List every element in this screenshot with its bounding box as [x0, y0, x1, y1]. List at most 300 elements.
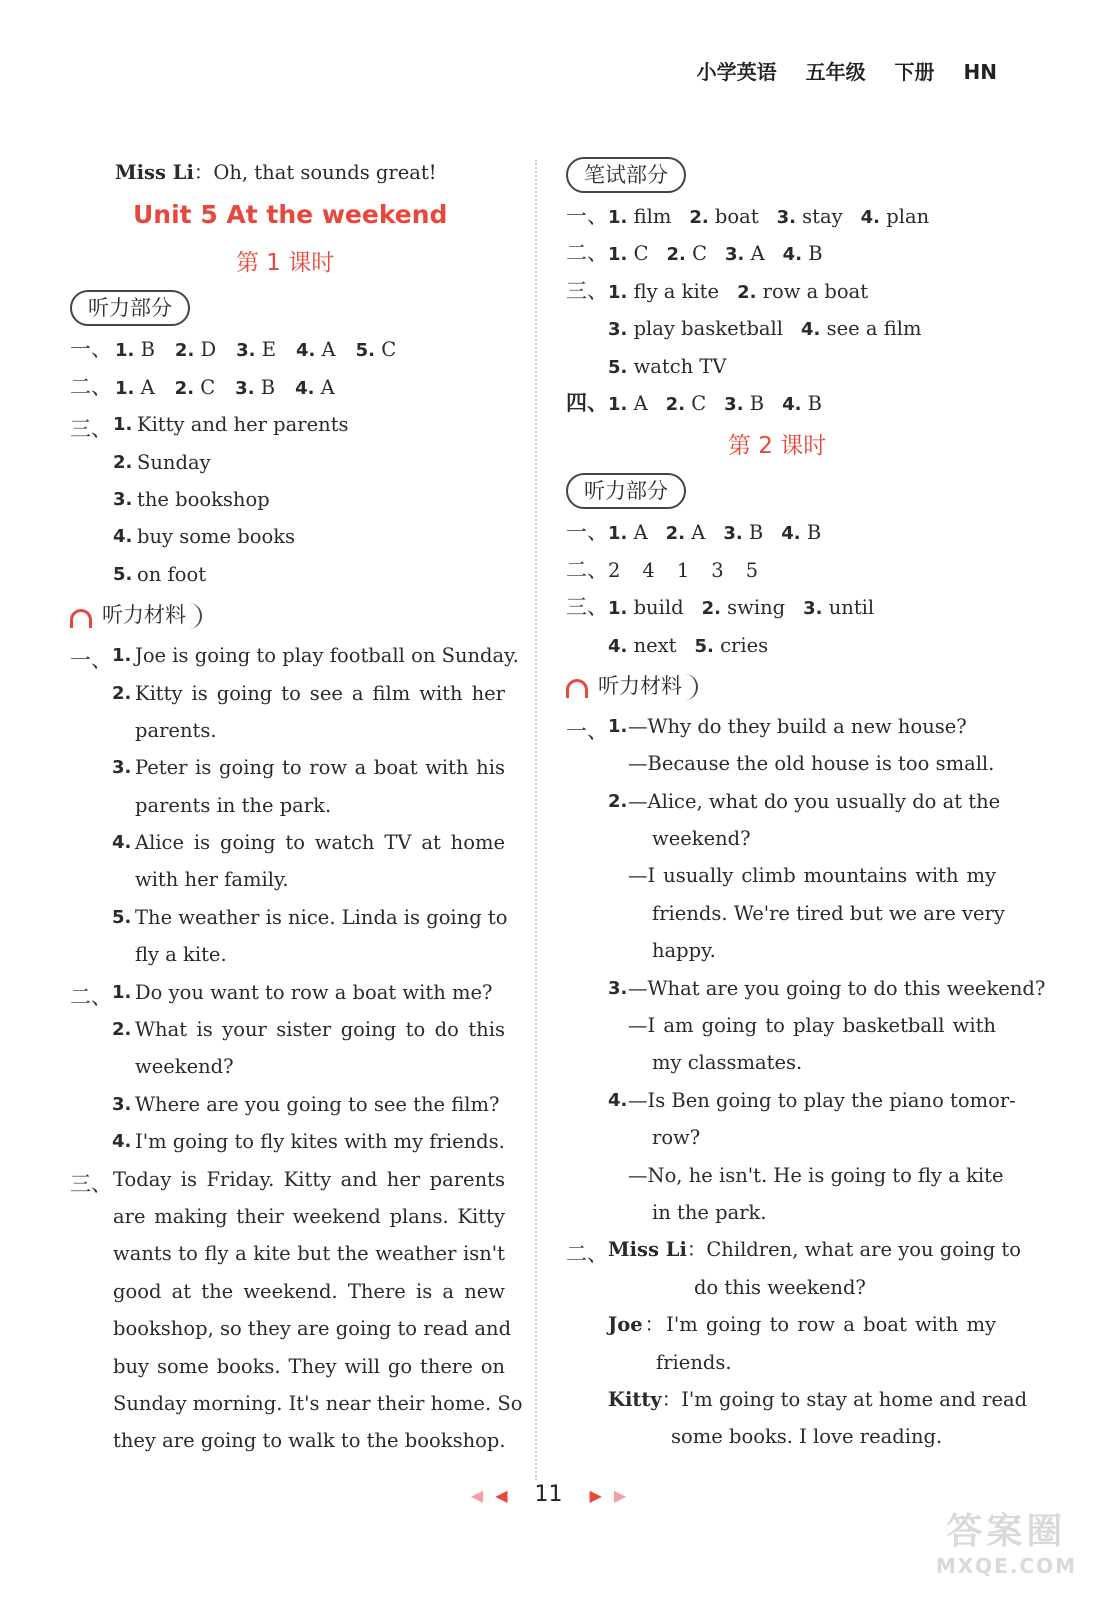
material-list: [70, 637, 519, 974]
item-text: A: [633, 521, 648, 545]
item-text: —Alice, what do you usually do at the: [628, 789, 1001, 813]
section-pill: 听力部分: [70, 290, 190, 326]
item-number: 4.: [860, 207, 881, 228]
list-line: [70, 824, 505, 861]
item-text: I'm going to fly kites with my friends.: [135, 1130, 505, 1154]
dialogue-line: [566, 1418, 996, 1455]
item-number: 1.: [112, 981, 132, 1003]
intro-text: ：Oh, that sounds great!: [193, 161, 437, 184]
item-text: A: [320, 375, 335, 399]
list-line: [70, 1086, 505, 1123]
line-text: bookshop, so they are going to read and: [113, 1317, 512, 1341]
material-section-2: [70, 974, 505, 1161]
item-text: The weather is nice. Linda is going to: [135, 905, 508, 929]
dialogue-line: [566, 857, 996, 894]
dialogue-line: [566, 1157, 1004, 1194]
listening-section-2: [566, 552, 996, 589]
item-text: A: [750, 242, 765, 266]
dialogue-line: [566, 783, 1001, 820]
answer-item: [295, 369, 335, 407]
paragraph-line: [113, 1385, 523, 1422]
answer-item: [667, 235, 708, 273]
speech-text: friends.: [656, 1350, 732, 1374]
item-number: 1.: [608, 207, 628, 228]
paragraph-line: [113, 1310, 512, 1347]
speech-text: ：Children, what are you going to: [686, 1238, 1021, 1262]
answer-item: [608, 235, 649, 273]
item-number: 1.: [115, 340, 135, 362]
item-number: 5.: [694, 635, 714, 657]
item-text: build: [633, 596, 684, 620]
answers-section-2: [70, 369, 505, 406]
dialogue-line: [566, 820, 996, 857]
item-text: weekend?: [135, 1055, 234, 1079]
item-text: watch TV: [633, 354, 727, 378]
listening-material-heading: [566, 664, 996, 708]
speaker-name: Miss Li: [608, 1238, 687, 1262]
heading-bracket: [684, 674, 698, 700]
item-number: 2.: [112, 1019, 132, 1041]
dialogue-line: [566, 1119, 996, 1156]
dialogue-line: [566, 1194, 996, 1231]
dialogue-line: [566, 1269, 996, 1306]
list-line: [70, 637, 519, 674]
list-line: [115, 518, 505, 555]
page-number: 11: [534, 1482, 563, 1507]
item-text: fly a kite: [633, 279, 720, 303]
item-text: boat: [714, 205, 759, 228]
answer-row: [566, 235, 996, 273]
item-text: B: [140, 338, 155, 362]
section-marker: 二、: [70, 984, 112, 1009]
written-section-3-cont: [566, 310, 996, 347]
item-number: 2.: [701, 598, 721, 620]
item-text: with her family.: [135, 868, 289, 892]
answer-item: [724, 385, 764, 423]
answer-row: [566, 273, 996, 311]
list-line: [70, 1048, 505, 1085]
section-marker: 二、: [566, 1242, 608, 1267]
answer-item: [608, 514, 648, 552]
section-marker: 一、: [566, 718, 608, 743]
answer-item: [689, 198, 758, 236]
speech-text: ：I'm going to row a boat with my: [642, 1313, 996, 1337]
item-text: —Is Ben going to play the piano tomor-: [628, 1088, 1016, 1112]
dialogue-line: [566, 970, 1046, 1007]
speaker-name: Kitty: [608, 1387, 662, 1411]
item-number: 1.: [608, 393, 628, 415]
speech-text: some books. I love reading.: [671, 1425, 943, 1449]
answer-row: [566, 348, 996, 386]
lesson-title: 第 2 课时: [728, 433, 827, 460]
item-number: 3.: [236, 340, 256, 362]
answer-item: [781, 514, 821, 552]
answer-row: [566, 385, 996, 423]
answer-item: [235, 369, 275, 407]
material-title: 听力材料: [598, 673, 682, 698]
page-header: [675, 56, 997, 85]
item-number: 1.: [113, 414, 133, 436]
dialogue-line: [566, 1007, 996, 1044]
item-number: 1.: [608, 598, 628, 620]
list-line: [70, 1123, 505, 1160]
answer-item: [666, 514, 706, 552]
list-line: [115, 406, 505, 443]
item-text: C: [691, 391, 707, 415]
answer-item: [608, 198, 671, 236]
intro-line: [70, 154, 505, 191]
item-text: Joe is going to play football on Sunday.: [135, 644, 519, 668]
item-number: 4.: [608, 635, 628, 657]
item-number: 2.: [174, 377, 195, 399]
item-text: next: [633, 633, 677, 657]
header-grade: 五年级: [805, 60, 866, 84]
answer-item: [356, 331, 397, 369]
item-text: play basketball: [633, 317, 784, 341]
section-marker: 二、: [566, 241, 608, 266]
item-number: 3.: [608, 977, 628, 999]
item-number: 4.: [782, 244, 803, 266]
item-text: —I usually climb mountains with my: [628, 864, 996, 888]
item-number: 2.: [665, 523, 686, 545]
list-line: [70, 974, 505, 1011]
paragraph-line: [113, 1198, 505, 1235]
answer-row: [566, 514, 996, 552]
item-text: —What are you going to do this weekend?: [628, 976, 1046, 1000]
item-text: row a boat: [762, 279, 869, 303]
material-paragraph: [70, 1161, 523, 1460]
item-number: 3.: [608, 319, 628, 341]
line-text: are making their weekend plans. Kitty: [113, 1204, 505, 1228]
item-text: Kitty and her parents: [137, 413, 349, 437]
item-text: fly a kite.: [135, 943, 227, 967]
item-text: Peter is going to row a boat with his: [135, 756, 505, 780]
list-line: [70, 861, 505, 898]
item-text: cries: [720, 633, 769, 657]
section-marker: 三、: [566, 278, 608, 303]
watermark-logo: [936, 1503, 1077, 1578]
item-text: buy some books: [137, 525, 296, 549]
list-line: [115, 556, 505, 593]
section-marker: 一、: [70, 648, 112, 673]
item-number: 3.: [724, 393, 744, 415]
item-text: Kitty is going to see a film with her: [135, 681, 505, 705]
item-number: 4.: [295, 340, 316, 362]
item-text: stay: [802, 205, 843, 228]
item-number: 3.: [112, 1093, 132, 1115]
dialogue-line: [566, 1381, 1028, 1418]
item-number: 1.: [608, 281, 628, 303]
answer-item: [608, 589, 684, 627]
list-line: [115, 444, 505, 481]
dialogue-line: [566, 745, 996, 782]
item-text: in the park.: [652, 1200, 767, 1224]
item-number: 2.: [666, 244, 686, 266]
item-number: 3.: [235, 377, 255, 399]
material-section-2: [566, 1231, 1028, 1455]
item-number: 3.: [723, 523, 743, 545]
item-text: Sunday: [137, 450, 211, 474]
list-line: [115, 481, 505, 518]
item-text: A: [321, 338, 336, 362]
item-number: 1.: [608, 523, 628, 545]
speaker-name: Miss Li: [115, 161, 194, 184]
answer-item: [608, 348, 727, 386]
item-text: E: [261, 338, 276, 362]
prev-arrow-icon: ◀: [470, 1485, 484, 1505]
list-line: [70, 1011, 505, 1048]
item-number: 1.: [112, 645, 132, 667]
written-part-heading: [566, 154, 996, 198]
item-text: A: [140, 375, 155, 399]
item-text: What is your sister going to do this: [135, 1018, 505, 1042]
item-number: 4.: [801, 319, 821, 341]
listening-section-3-cont: [566, 627, 996, 664]
dialogue-line: [566, 895, 1005, 932]
list-line: [70, 675, 505, 712]
answer-item: [608, 385, 648, 423]
item-text: B: [807, 391, 823, 415]
answer-row: [566, 589, 996, 627]
answer-row: [566, 198, 996, 236]
item-number: 1.: [608, 715, 628, 737]
answer-item: [702, 589, 786, 627]
item-text: C: [200, 375, 216, 399]
section-marker: 四、: [566, 390, 608, 415]
header-subject: 小学英语: [696, 60, 777, 84]
answer-item: [608, 310, 783, 348]
section-pill: 听力部分: [566, 473, 686, 509]
item-number: 4.: [782, 393, 802, 415]
answer-item: [608, 627, 677, 665]
item-number: 4.: [113, 526, 133, 548]
item-text: swing: [727, 596, 786, 620]
material-section-1: [566, 708, 1046, 1231]
item-number: 4.: [112, 832, 132, 854]
next-arrow-icon: ▶: [613, 1485, 627, 1505]
answer-item: [115, 331, 155, 369]
paragraph-line: [113, 1161, 505, 1198]
speech-text: ：I'm going to stay at home and read: [661, 1387, 1028, 1411]
answer-row: [566, 552, 996, 589]
prev-arrow-icon: ◀: [495, 1485, 508, 1505]
left-column: [70, 154, 523, 1460]
listening-section-1: [566, 514, 996, 551]
item-text: C: [381, 338, 397, 362]
item-number: 2.: [665, 393, 686, 415]
answer-item: [175, 369, 216, 407]
item-text: —Why do they build a new house?: [628, 714, 967, 738]
item-text: B: [260, 375, 276, 399]
answer-item: [723, 514, 763, 552]
answer-list: [70, 406, 505, 593]
answers-section-3: [70, 406, 505, 593]
section-marker: 二、: [70, 374, 112, 399]
item-text: parents.: [135, 718, 217, 742]
written-section-2: [566, 235, 996, 272]
answer-item: [861, 198, 929, 236]
item-number: 1.: [115, 377, 135, 399]
section-marker: 一、: [566, 204, 608, 228]
item-text: Where are you going to see the film?: [135, 1092, 500, 1116]
item-number: 5.: [112, 906, 132, 928]
answer-item: [695, 627, 769, 665]
item-text: B: [806, 521, 822, 545]
paragraph-line: [113, 1348, 505, 1385]
answer-item: [666, 385, 707, 423]
section-marker: 一、: [566, 520, 608, 545]
item-text: —Because the old house is too small.: [628, 752, 995, 776]
list-line: [70, 899, 508, 936]
written-section-3: [566, 273, 996, 310]
answer-item: [115, 369, 155, 407]
listening-part-heading: [566, 470, 996, 514]
item-number: 4.: [781, 523, 801, 545]
item-number: 1.: [608, 244, 628, 266]
item-number: 2.: [112, 682, 132, 704]
item-number: 5.: [608, 356, 628, 378]
list-line: [70, 712, 505, 749]
material-section-3: [70, 1161, 523, 1460]
item-text: C: [692, 242, 707, 266]
headphones-icon: [566, 679, 588, 698]
item-text: happy.: [652, 939, 716, 963]
answer-row: [566, 627, 996, 665]
item-text: plan: [886, 205, 930, 228]
dialogue-line: [566, 1306, 996, 1343]
section-marker: 一、: [70, 337, 112, 362]
section-marker: 二、: [566, 557, 608, 582]
item-number: 2.: [608, 790, 628, 812]
item-number: 2.: [737, 281, 757, 303]
line-text: good at the weekend. There is a new: [113, 1279, 505, 1303]
item-text: the bookshop: [137, 487, 270, 511]
paragraph-line: [113, 1422, 505, 1459]
listening-part-heading: [70, 287, 505, 331]
item-text: parents in the park.: [135, 793, 332, 817]
header-volume: 下册: [894, 60, 935, 84]
dialogue-line: [566, 1044, 996, 1081]
item-number: 3.: [112, 757, 132, 779]
order-item: 3: [711, 558, 724, 582]
item-text: Alice is going to watch TV at home: [135, 831, 505, 855]
written-section-4: [566, 385, 996, 422]
item-text: B: [749, 391, 765, 415]
watermark-url: MXQE.COM: [935, 1554, 1077, 1578]
lesson-title: 第 1 课时: [236, 250, 335, 277]
paragraph-line: [113, 1273, 505, 1310]
answer-item: [725, 235, 765, 273]
item-text: weekend?: [652, 827, 751, 851]
list-line: [70, 787, 505, 824]
line-text: wants to fly a kite but the weather isn't: [113, 1242, 505, 1266]
header-edition: HN: [963, 60, 997, 84]
answer-item: [803, 589, 874, 627]
item-text: D: [200, 338, 217, 362]
item-text: film: [633, 205, 672, 228]
item-number: 2.: [113, 451, 133, 473]
line-text: Sunday morning. It's near their home. So: [113, 1391, 523, 1415]
answer-item: [608, 273, 719, 311]
unit-title: Unit 5 At the weekend: [133, 200, 448, 230]
item-text: row?: [652, 1126, 701, 1150]
item-text: Do you want to row a boat with me?: [135, 980, 493, 1004]
speaker-name: Joe: [608, 1313, 643, 1337]
answer-item: [783, 235, 823, 273]
answer-item: [801, 310, 921, 348]
material-title: 听力材料: [102, 603, 186, 628]
order-item: 1: [676, 558, 690, 582]
answer-item: [737, 273, 868, 311]
material-section-1: [70, 637, 519, 974]
item-text: —No, he isn't. He is going to fly a kite: [628, 1163, 1004, 1187]
item-text: A: [691, 521, 706, 545]
dialogue-line: [566, 708, 996, 745]
answer-item: [175, 331, 216, 369]
order-item: 4: [642, 558, 655, 582]
answer-row: [566, 310, 996, 348]
item-text: my classmates.: [652, 1051, 803, 1075]
item-number: 3.: [776, 207, 796, 228]
item-text: —I am going to play basketball with: [628, 1014, 996, 1038]
headphones-icon: [70, 609, 92, 628]
item-text: A: [633, 391, 648, 415]
item-number: 3.: [725, 244, 745, 266]
section-pill: 笔试部分: [566, 157, 686, 193]
dialogue-line: [566, 932, 996, 969]
answer-row: [70, 331, 505, 369]
item-number: 5.: [355, 340, 376, 362]
section-marker: 三、: [566, 595, 608, 620]
column-divider: [535, 160, 537, 1480]
item-number: 4.: [608, 1089, 628, 1111]
item-number: 5.: [113, 563, 133, 585]
item-number: 4.: [295, 377, 315, 399]
item-text: B: [748, 521, 764, 545]
page-footer: [0, 1482, 1097, 1507]
order-item: 2: [608, 558, 621, 582]
item-text: see a film: [826, 317, 922, 341]
item-number: 2.: [174, 340, 195, 362]
next-arrow-icon: ▶: [589, 1485, 602, 1505]
order-item: 5: [745, 558, 759, 582]
item-text: B: [808, 242, 823, 266]
item-number: 3.: [803, 598, 823, 620]
answers-section-1: [70, 331, 505, 368]
item-number: 4.: [112, 1131, 132, 1153]
dialogue-line: [566, 1344, 996, 1381]
line-text: they are going to walk to the bookshop.: [113, 1429, 506, 1453]
item-text: on foot: [137, 562, 207, 586]
item-number: 2.: [689, 207, 709, 228]
dialogue-line: [566, 1231, 1021, 1268]
written-section-3-cont: [566, 348, 996, 385]
speech-text: do this weekend?: [694, 1275, 866, 1299]
dialogue-list: [566, 1231, 1028, 1455]
watermark-text: 答案圈: [946, 1511, 1067, 1552]
item-text: friends. We're tired but we are very: [652, 901, 1005, 925]
heading-bracket: [188, 603, 202, 629]
section-marker: 三、: [70, 1171, 112, 1196]
line-text: Today is Friday. Kitty and her parents: [113, 1167, 505, 1191]
item-text: C: [633, 242, 649, 266]
list-line: [70, 936, 505, 973]
paragraph-line: [113, 1235, 505, 1272]
answer-item: [296, 331, 336, 369]
material-list: [70, 974, 505, 1161]
dialogue-list: [566, 708, 1046, 1231]
item-text: until: [828, 596, 875, 620]
